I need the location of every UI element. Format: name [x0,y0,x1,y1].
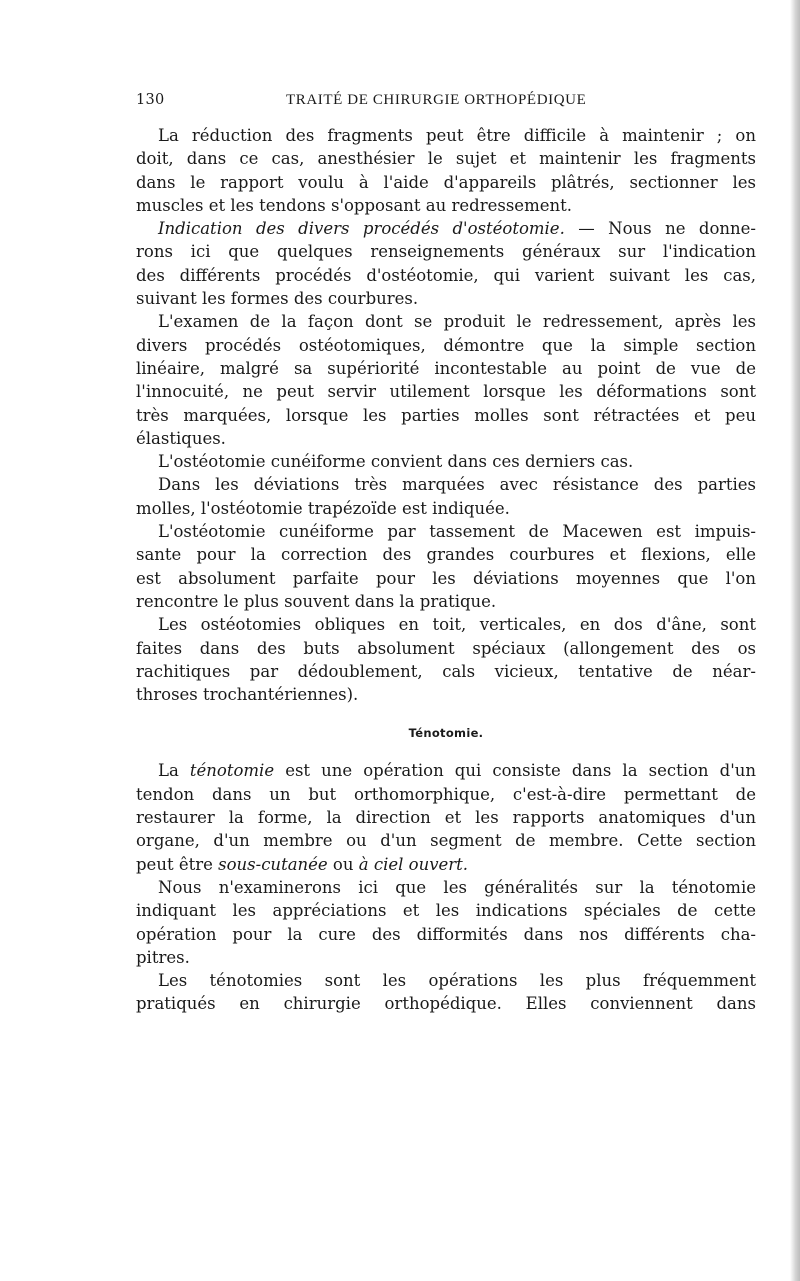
paragraph [136,876,756,969]
paragraph [136,473,756,520]
text-line: des différents procédés d'ostéotomie, qui varient suivant les cas, [136,265,756,285]
text-line: Nous n'examinerons ici que les généralités sur la ténotomie [158,877,756,897]
text-line: suivant les formes des courbures. [136,289,419,309]
paragraph [136,520,756,613]
paragraph [136,759,756,875]
text-line: faites dans des buts absolument spéciaux (allongement des os [136,638,756,658]
text-line: molles, l'ostéotomie trapézoïde est indiquée. [136,498,510,518]
running-header [136,92,756,114]
text-line: L'ostéotomie cunéiforme convient dans ces derniers cas. [158,452,634,472]
text-run: La [158,761,190,781]
text-line: muscles et les tendons s'opposant au redressement. [136,195,572,215]
text-run: peut être [136,854,219,874]
body-text [136,124,756,1016]
text-line: opération pour la cure des difformités dans nos différents cha- [136,924,756,944]
italic-term: à ciel ouvert. [358,854,469,874]
paragraph [136,969,756,1016]
paragraph [136,450,756,473]
text-line: Les ostéotomies obliques en toit, verticales, en dos d'âne, sont [158,615,756,635]
page-number: 130 [136,92,165,108]
text-line: pitres. [136,947,190,967]
text-line: La réduction des fragments peut être difficile à maintenir ; on [158,126,756,145]
paragraph [136,613,756,706]
text-line [136,853,756,876]
text-line: L'ostéotomie cunéiforme par tassement de Macewen est impuis- [158,522,756,542]
text-line: est absolument parfaite pour les déviations moyennes que l'on [136,568,756,588]
text-line: linéaire, malgré sa supériorité incontestable au point de vue de [136,358,756,378]
text-line: throses trochantériennes). [136,685,359,705]
text-line: rons ici que quelques renseignements généraux sur l'indication [136,242,756,262]
text-line: indiquant les appréciations et les indications spéciales de cette [136,901,756,921]
text-line: L'examen de la façon dont se produit le redressement, après les [158,312,756,332]
italic-term: sous-cutanée [218,854,328,874]
paragraph [136,124,756,217]
text-run: est une opération qui consiste dans la section d'un [274,761,756,781]
text-line: l'innocuité, ne peut servir utilement lorsque les déformations sont [136,382,756,402]
page-edge-shadow [790,0,800,1281]
text-line: restaurer la forme, la direction et les rapports anatomiques d'un [136,808,756,828]
text-line: sante pour la correction des grandes courbures et flexions, elle [136,545,756,565]
text-line: élastiques. [136,428,226,448]
text-run: — Nous ne donne- [564,219,756,239]
text-line: tendon dans un but orthomorphique, c'est-à-dire permettant de [136,784,756,804]
paragraph-heading: Indication des divers procédés d'ostéotomie. [158,219,565,239]
text-run: ou [327,854,359,874]
running-title: TRAITÉ DE CHIRURGIE ORTHOPÉDIQUE [286,92,587,108]
paragraph [136,217,756,310]
text-line: rachitiques par dédoublement, cals vicieux, tentative de néar- [136,661,756,681]
text-line: pratiqués en chirurgie orthopédique. Elles conviennent dans [136,994,756,1014]
text-line: doit, dans ce cas, anesthésier le sujet et maintenir les fragments [136,149,756,169]
paragraph [136,310,756,450]
text-line: rencontre le plus souvent dans la pratique. [136,591,497,611]
text-line: Dans les déviations très marquées avec résistance des parties [158,475,756,495]
text-line [136,759,756,782]
text-line: dans le rapport voulu à l'aide d'appareils plâtrés, sectionner les [136,172,756,192]
italic-term: ténotomie [189,761,275,781]
text-line: très marquées, lorsque les parties molles sont rétractées et peu [136,405,756,425]
text-line [136,217,756,240]
section-title: Ténotomie. [408,726,484,741]
text-line: organe, d'un membre ou d'un segment de membre. Cette section [136,831,756,851]
text-line: Les ténotomies sont les opérations les plus fréquemment [158,971,756,991]
text-line: divers procédés ostéotomiques, démontre que la simple section [136,335,756,355]
